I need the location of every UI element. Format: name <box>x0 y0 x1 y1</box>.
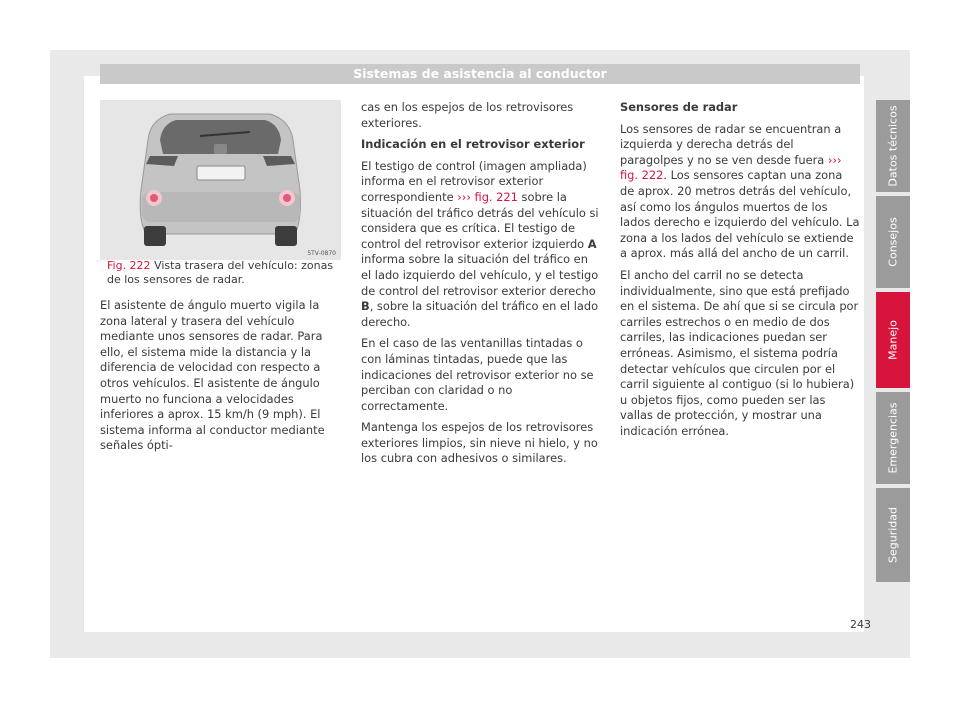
tab-consejos[interactable] <box>876 196 910 288</box>
column-3 <box>620 100 860 445</box>
section-header <box>100 64 860 84</box>
column-1 <box>100 298 340 460</box>
tab-label: Consejos <box>886 217 900 267</box>
tab-manejo[interactable] <box>876 292 910 388</box>
section-title: Sistemas de asistencia al conductor <box>353 66 607 81</box>
col2-p2-text-a: El testigo de control (imagen ampliada) informa en el retrovisor exterior correspondiente <box>361 158 587 204</box>
col3-p1-text-a: Los sensores de radar se encuentran a izquierda y derecha detrás del paragolpes y no se ven desde fuera <box>620 121 842 167</box>
col2-paragraph-3: En el caso de las ventanillas tintadas o con láminas tintadas, puede que las indicaciones del retrovisor exterior no se perciban con claridad o no correctamente. <box>361 336 594 413</box>
col2-paragraph-2 <box>361 159 601 331</box>
column-2 <box>361 100 601 473</box>
col2-paragraph-4: Mantenga los espejos de los retrovisores exteriores limpios, sin nieve ni hielo, y no los cubra con adhesivos o similares. <box>361 420 598 466</box>
col2-p2-text-b: sobre la situación del tráfico detrás del vehículo si considera que es crítica. El testigo de control del retrovisor exterior izquierdo <box>361 189 599 251</box>
label-a: A <box>587 236 597 251</box>
figure-rear-vehicle <box>100 100 341 260</box>
col2-p2-text-c: informa sobre la situación del tráfico en el lado izquierdo del vehículo, y el testigo de control del retrovisor exterior derecho <box>361 252 599 298</box>
tab-label: Datos técnicos <box>886 105 900 187</box>
col2-p2-text-d: , sobre la situación del tráfico en el lado derecho. <box>361 299 599 329</box>
col1-paragraph: El asistente de ángulo muerto vigila la zona lateral y trasera del vehículo mediante unos sensores de radar. Para ello, el sistema mide la distancia y la diferencia de velocidad con respecto a otros vehículos. El asistente de ángulo muerto no funciona a velocidades inferiores a aprox. 15 km/h (9 mph). El sistema informa al conductor mediante señales ópti- <box>100 298 325 453</box>
figure-caption-text: Vista trasera del vehículo: zonas de los sensores de radar. <box>107 259 334 286</box>
col3-p1-text-b: . Los sensores captan una zona de aprox. 20 metros detrás del vehículo, así como los ángulos muertos de los lados derecho e izquierdo del vehículo. La zona a los lados del vehículo se extiende a aprox. más allá del ancho de un carril. <box>620 168 860 261</box>
label-b: B <box>361 299 370 314</box>
tab-datos-tecnicos[interactable] <box>876 100 910 192</box>
col3-paragraph-2: El ancho del carril no se detecta individualmente, sino que está prefijado en el sistema. De ahí que si se circula por carriles estrechos o en medio de dos carriles, las indicaciones puedan ser erróneas. Asimismo, el sistema podría detectar vehículos que circulen por el carril siguiente al contiguo (si lo hubiera) u objetos fijos, como pueden ser las vallas de protección, y mostrar una indicación errónea. <box>620 267 859 438</box>
tab-label: Emergencias <box>886 402 900 474</box>
tab-emergencias[interactable] <box>876 392 910 484</box>
col3-subheading: Sensores de radar <box>620 100 738 114</box>
rear-vehicle-illustration <box>100 100 341 260</box>
figure-caption <box>107 259 335 287</box>
figure-code: 5TV-0870 <box>307 250 336 257</box>
fig-222-link[interactable]: ››› fig. 222 <box>620 152 842 183</box>
col2-subheading: Indicación en el retrovisor exterior <box>361 137 585 152</box>
col2-paragraph-1: cas en los espejos de los retrovisores exteriores. <box>361 100 574 130</box>
tab-label: Manejo <box>886 320 900 360</box>
tab-label: Seguridad <box>886 507 900 563</box>
tab-seguridad[interactable] <box>876 488 910 582</box>
fig-221-link[interactable]: ››› fig. 221 <box>457 189 518 204</box>
figure-label: Fig. 222 <box>107 259 151 272</box>
col3-paragraph-1 <box>620 122 860 262</box>
page-number: 243 <box>850 618 871 631</box>
